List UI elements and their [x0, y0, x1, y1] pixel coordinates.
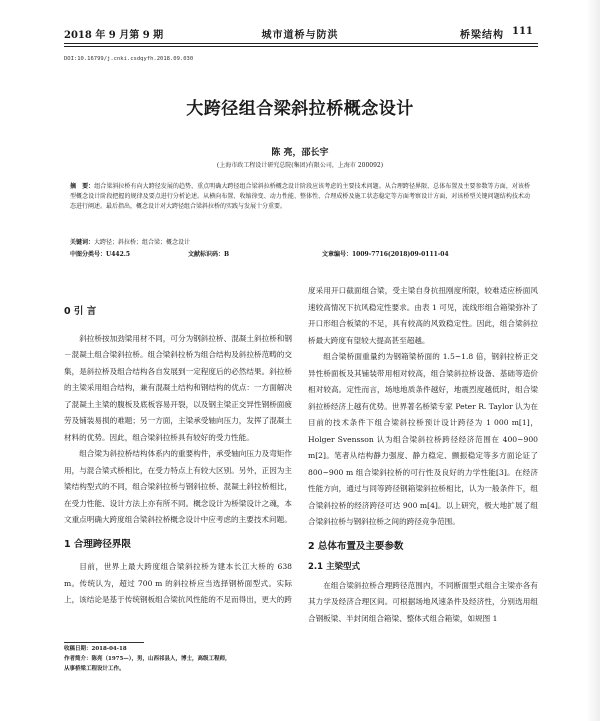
- keywords-label: 关键词：: [70, 239, 95, 246]
- header-issue: 2018 年 9 月第 9 期: [64, 30, 164, 41]
- intro-paragraph-1: 斜拉桥按加劲梁用材不同，可分为钢斜拉桥、混凝土斜拉桥和钢－混凝土组合梁斜拉桥。组合梁斜拉桥为组合结构及斜拉桥范畴的交集，是斜拉桥及组合结构各自发展到一定程度后的必然结果。斜拉桥的主梁采用组合结构，兼有混凝土结构和钢结构的优点：一方面解决了混凝土主梁的腹板及底板容易开裂，以及钢主梁正交异性钢桥面疲劳及铺装易损的难题；另一方面，主梁承受轴向压力，发挥了混凝土材料的优势。因此，组合梁斜拉桥具有较好的受力性能。: [64, 333, 292, 442]
- affiliation: (上海市政工程设计研究总院(集团)有限公司，上海市 200092): [216, 162, 384, 169]
- header-journal: 城市道桥与防洪: [261, 30, 339, 41]
- section-1-paragraph-2: 度采用开口截面组合梁，受主梁自身抗扭刚度所限，较难适应桥面风速较高情况下抗风稳定性要求。由表 1 可见，流线形组合箱梁弥补了开口形组合板梁的不足，具有较高的风致稳定性。因此，组合梁斜拉桥最大跨度有望较大提高甚至超越。: [308, 286, 538, 345]
- header-rule: [64, 43, 538, 44]
- section-1-heading: 1 合理跨径界限: [64, 538, 131, 550]
- clc-number: 中图分类号：U442.5: [70, 251, 131, 258]
- left-column: [64, 296, 292, 609]
- article-number: 文章编号：1009-7716(2018)09-0111-04: [322, 251, 449, 258]
- intro-paragraph-2: 组合梁为斜拉桥结构体系内的重要构件，承受轴向压力及弯矩作用，与混合梁式桥相比，在受力特点上有较大区别。另外，正因为主梁结构型式的不同，组合梁斜拉桥与钢斜拉桥、混凝土斜拉桥相比，在受力性能、设计方法上亦有所不同。概念设计为桥梁设计之魂，本文重点明确大跨度组合梁斜拉桥概念设计中应考虑的主要技术问题。: [64, 449, 292, 524]
- keywords: [70, 237, 190, 246]
- document-code: 文献标识码：B: [188, 251, 230, 258]
- page-fold-shadow: [586, 0, 600, 721]
- doi: DOI:10.16799/j.cnki.csdqyfh.2018.09.030: [64, 56, 194, 62]
- section-1-paragraph-3: 组合梁桥面重量约为钢箱梁桥面的 1.5~1.8 倍，钢斜拉桥正交异性桥面板及其铺装带用相对较高，组合梁斜拉桥设备、基础等造价相对较高。定性而言，场地地质条件越好，地震烈度越低时，组合梁斜拉桥经济上越有优势。世界著名桥梁专家 Peter R. Taylor 认为在目前的技术条件下组合梁斜拉桥预计设计跨径为 1 000 m[1]，Holger Svensson 认为组合梁斜拉桥跨径经济范围在 400~900 m[2]。笔者从结构静力强度、静力稳定、颤振稳定等多方面论证了 800~900 m 组合梁斜拉桥的可行性及良好的力学性能[3]。在经济性能方向，通过与同等跨径钢箱梁斜拉桥相比，认为一般条件下，组合梁斜拉桥的经济跨径可达 900 m[4]。以上研究，极大地扩展了组合梁斜拉桥与钢斜拉桥之间的跨径竞争范围。: [308, 352, 538, 526]
- abstract: [70, 182, 530, 213]
- footnote-rule: [64, 642, 144, 643]
- intro-heading: 0 引 言: [64, 306, 97, 317]
- paper-title: 大跨径组合梁斜拉桥概念设计: [186, 99, 414, 119]
- header-page-number: 111: [512, 26, 533, 37]
- footnote-author-bio: 作者简介：陈亮（1975—），男，山西祁县人，博士，高级工程师，: [64, 656, 231, 662]
- section-2-1-paragraph-1: 在组合梁斜拉桥合理跨径范围内，不同断面型式组合主梁亦各有其力学及经济合理区间。可根据场地风速条件及经济性，分别选用组合钢板梁、半封闭组合箱梁、整体式组合箱梁，如规图 1: [308, 580, 538, 623]
- section-1-paragraph-1: 目前，世界上最大跨度组合梁斜拉桥为建本长江大桥的 638 m。传统认为，超过 700 m 的斜拉桥应当选择钢桥面型式。实际上，该结论是基于传统钢板组合梁抗风性能的不足而得出，更大的跨: [64, 562, 292, 604]
- header-section: 桥梁结构: [460, 30, 504, 41]
- keywords-text: 大跨径；斜拉桥；组合梁；概念设计: [94, 239, 191, 246]
- abstract-text: 组合梁斜拉桥有向大跨径发展的趋势，重点明确大跨径组合梁斜拉桥概念设计阶段应该考虑的主要技术问题。从合理跨径界限、总体布置及主要参数等方面，对该桥型概念设计阶段把握的规律及要点进行分析论述。从横向布置、收缩徐变、动力性能、整体性、合理成桥及施工状态稳定等方面考察设计方面，对该桥型关键问题结构技术动态进行阐述。最后指出，概念设计对大跨径组合梁斜拉桥的实践与发展十分重要。: [70, 183, 530, 211]
- header-rule-thin: [64, 46, 538, 47]
- footnote-author-bio-2: 从事桥梁工程设计工作。: [64, 666, 125, 672]
- right-column: [308, 283, 538, 627]
- footnote-received: 收稿日期：2018-04-18: [64, 646, 127, 652]
- section-2-heading: 2 总体布置及主要参数: [308, 540, 404, 552]
- authors: 陈 亮，邵长宇: [271, 148, 329, 158]
- abstract-label: 摘 要：: [70, 183, 95, 190]
- section-2-1-heading: 2.1 主梁型式: [308, 562, 361, 572]
